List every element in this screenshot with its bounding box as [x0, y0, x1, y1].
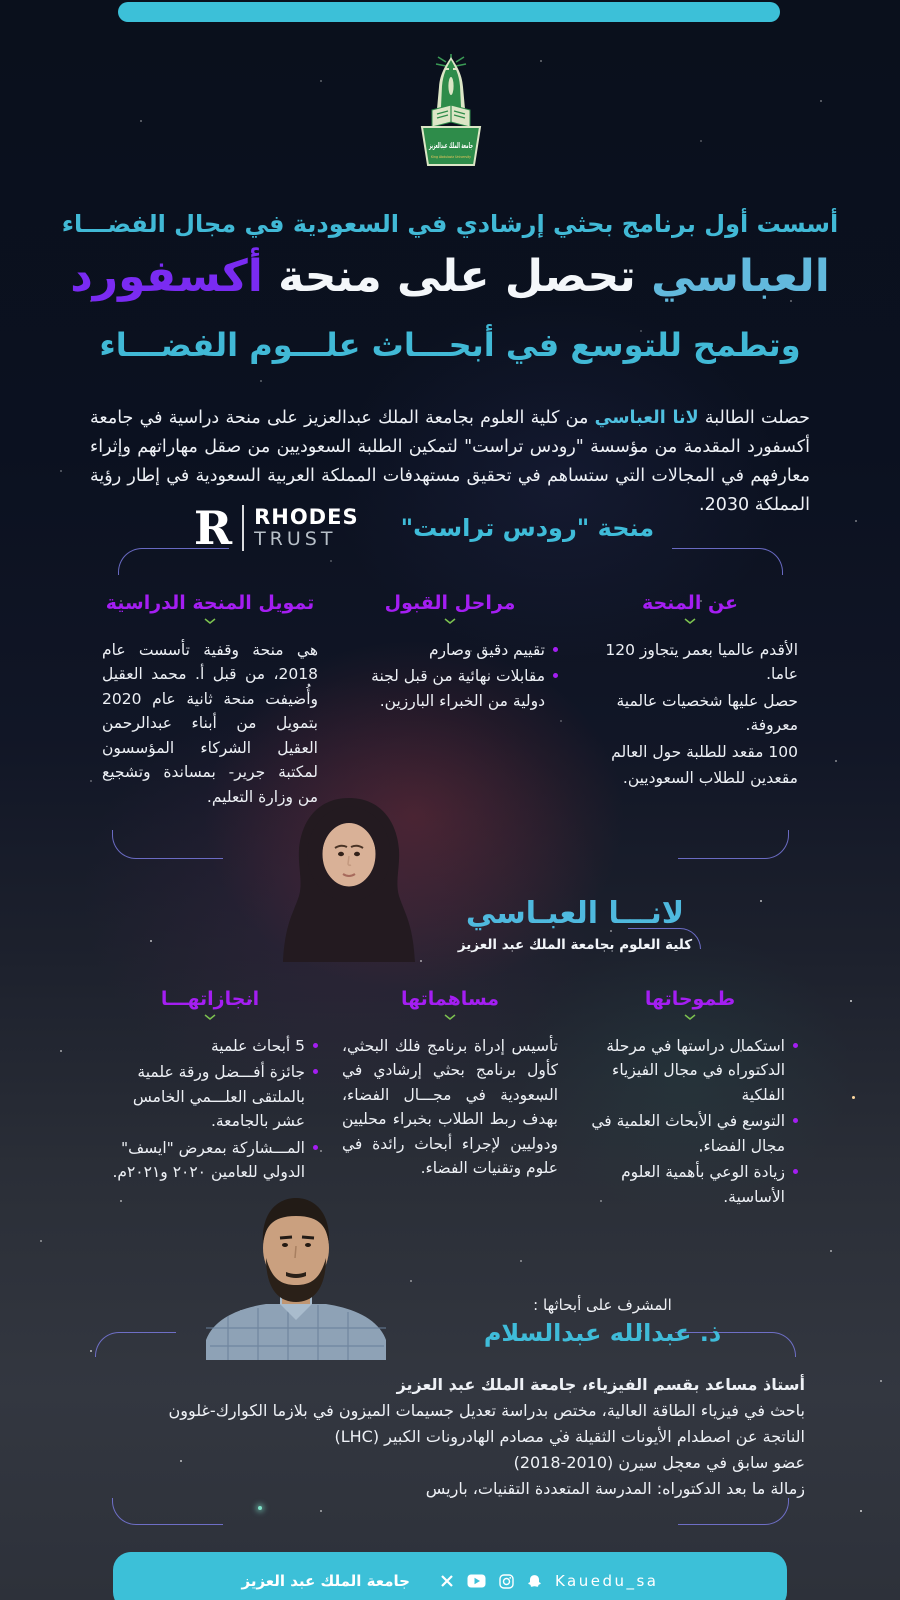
- x-twitter-icon[interactable]: [440, 1574, 454, 1588]
- column-header: تمويل المنحة الدراسية: [105, 592, 315, 614]
- chevron-down-icon: [204, 1014, 216, 1021]
- column-header: مساهماتها: [400, 988, 500, 1010]
- chevron-down-icon: [444, 618, 456, 625]
- bullet-dot: [313, 1069, 318, 1074]
- supervisor-bio-line: عضو سابق في معجل سيرن (2010-2018): [513, 1452, 805, 1472]
- about-grant-item: الأقدم عالميا بعمر يتجاوز 120 عاما.: [605, 641, 798, 684]
- corner-bracket: [95, 1332, 176, 1357]
- supervisor-photo: [188, 1188, 403, 1360]
- bullet-dot: [313, 1043, 318, 1048]
- achievement-item: [102, 1060, 318, 1133]
- corner-bracket: [112, 1498, 223, 1525]
- snapchat-icon[interactable]: [527, 1574, 542, 1589]
- admission-stage-text: مقابلات نهائية من قبل لجنة دولية من الخبراء البارزين.: [371, 667, 545, 710]
- achievement-text: 5 أبحاث علمية: [211, 1037, 305, 1055]
- chevron-down-icon: [204, 618, 216, 625]
- supervisor-bio-line: الناتجة عن اصطدام الأيونات الثقيلة في مصادم الهادرونات الكبير (LHC): [334, 1426, 805, 1446]
- ambition-text: استكمال دراستها في مرحلة الدكتوراه في مجال الفيزياء الفلكية: [606, 1037, 785, 1104]
- student-eye: [354, 852, 360, 856]
- instagram-icon[interactable]: [499, 1574, 514, 1589]
- rhodes-logo-divider: [242, 505, 244, 551]
- chevron-down-icon: [684, 618, 696, 625]
- headline-subtitle: وتطمح للتوسع في أبحـــاث علـــوم الفضـــاء: [99, 326, 801, 364]
- student-photo: [263, 792, 435, 962]
- column-admission-stages: [342, 592, 558, 809]
- grant-columns: [102, 592, 798, 809]
- column-grant-funding: [102, 592, 318, 809]
- corner-bracket: [118, 548, 229, 575]
- bullet-dot: [793, 1043, 798, 1048]
- rhodes-wordmark: RHODES: [254, 505, 359, 529]
- logo-tower-tick: [453, 68, 457, 70]
- column-achievements: [102, 988, 318, 1209]
- grant-section-header: [0, 501, 874, 555]
- column-header: عن المنحة: [641, 592, 739, 614]
- about-grant-item: حصل عليها شخصيات عالمية معروفة.: [616, 691, 798, 735]
- footer-social-handle: Kauedu_sa: [554, 1572, 659, 1590]
- bullet-dot: [793, 1118, 798, 1123]
- corner-bracket: [628, 928, 701, 949]
- supervisor-label: المشرف على أبحاثها :: [533, 1296, 672, 1314]
- corner-bracket: [678, 1498, 789, 1525]
- achievement-item: [102, 1034, 318, 1058]
- chevron-down-icon: [684, 1014, 696, 1021]
- student-name: لانـــا العبـاسي: [465, 896, 685, 931]
- column-header: مراحل القبول: [384, 592, 516, 614]
- student-eye: [338, 852, 344, 856]
- top-accent-bar: [118, 2, 780, 22]
- bullet-dot: [553, 673, 558, 678]
- chevron-down-icon: [444, 1014, 456, 1021]
- corner-bracket: [678, 830, 789, 859]
- footer-bar: [113, 1552, 787, 1600]
- footer-university-name: جامعة الملك عبد العزيز: [241, 1572, 410, 1590]
- intro-student-name: لانا العباسي: [594, 407, 699, 428]
- admission-stage-text: تقييم دقيق وصارم: [428, 641, 545, 659]
- column-contributions: [342, 988, 558, 1209]
- bullet-dot: [553, 647, 558, 652]
- student-columns: [102, 988, 798, 1209]
- ambition-item: [582, 1109, 798, 1158]
- corner-bracket: [112, 830, 223, 859]
- corner-bracket: [672, 548, 783, 575]
- rhodes-r-mark: R: [193, 501, 233, 555]
- trust-wordmark: TRUST: [254, 528, 337, 551]
- headline-oxford-highlight: أكسفورد: [70, 251, 263, 302]
- logo-banner-text: جامعة الملك عبدالعزيز: [428, 141, 474, 150]
- ambition-text: زيادة الوعي بأهمية العلوم الأساسية.: [621, 1163, 785, 1206]
- achievement-item: [102, 1136, 318, 1185]
- about-grant-item: مقعدين للطلاب السعوديين.: [622, 769, 798, 788]
- supervisor-eye: [305, 1243, 311, 1247]
- supervisor-bio-line: باحث في فيزياء الطاقة العالية، مختص بدراسة تعديل جسيمات الميزون في بلازما الكوارك-غلوون: [168, 1400, 805, 1420]
- headline-title: [0, 248, 900, 305]
- ambition-text: التوسع في الأبحاث العلمية في مجال الفضاء.: [591, 1112, 785, 1155]
- contributions-paragraph: تأسيس إدراة برنامج فلك البحثي، كأول برنامج بحثي إرشادي في السعودية في مجـــال الفضاء، بهدف ربط الطلاب بخبراء محليين ودوليين لإجراء أبحاث رائدة في علوم وتقنيات الفضاء.: [342, 1037, 558, 1178]
- supervisor-eye: [282, 1243, 288, 1247]
- rhodes-trust-logo: [193, 501, 359, 555]
- kau-university-logo: [392, 52, 510, 174]
- bullet-dot: [793, 1169, 798, 1174]
- teal-star-speck: [258, 1506, 262, 1510]
- youtube-icon[interactable]: [467, 1574, 486, 1588]
- headline-kicker: أسست أول برنامج بحثي إرشادي في السعودية في مجال الفضـــاء: [61, 210, 839, 238]
- logo-tower-tick: [445, 68, 449, 70]
- supervisor-bio-line: زمالة ما بعد الدكتوراه: المدرسة المتعددة التقنيات، باريس: [425, 1478, 805, 1498]
- footer-social-strip: [440, 1572, 659, 1590]
- admission-stage-item: [342, 638, 558, 662]
- ambition-item: [582, 1160, 798, 1209]
- achievement-text: المـــشاركة بمعرض "ايسف" الدولي للعامين ٢٠٢٠ و٢٠٢١م.: [112, 1138, 305, 1182]
- star-field-bottom: [0, 0, 2, 2]
- supervisor-bio: [95, 1372, 805, 1502]
- column-ambitions: [582, 988, 798, 1209]
- intro-pre: حصلت الطالبة: [698, 407, 810, 428]
- grant-funding-paragraph: هي منحة وقفية تأسست عام 2018، من قبل أ. محمد العقيل وأُضيفت منحة ثانية عام 2020 بتمويل من أبناء عبدالرحمن العقيل الشركاء المؤسسون لمكتبة جرير- بمساندة وتشجيع من وزارة التعليم.: [102, 641, 318, 806]
- logo-tower-window: [448, 77, 453, 95]
- student-affiliation: كلية العلوم بجامعة الملك عبد العزيز: [457, 937, 693, 953]
- column-about-grant: [582, 592, 798, 809]
- about-grant-item: 100 مقعد للطلبة حول العالم: [611, 742, 798, 761]
- logo-banner-subtext: King Abdulaziz University: [431, 154, 472, 159]
- column-header: طموحاتها: [644, 988, 736, 1010]
- headline-student-surname: العباسي: [651, 251, 830, 302]
- supervisor-name: ذ. عبدالله عبدالسلام: [483, 1319, 722, 1347]
- supervisor-heading: [405, 1296, 800, 1347]
- headline-middle-text: تحصل على منحة: [278, 251, 636, 302]
- ambition-item: [582, 1034, 798, 1107]
- bullet-dot: [313, 1145, 318, 1150]
- warm-star-speck: [852, 1096, 855, 1099]
- supervisor-nose: [295, 1246, 296, 1258]
- intro-post: من كلية العلوم بجامعة الملك عبدالعزيز على منحة دراسية في جامعة أكسفورد المقدمة من مؤسسة "رودس تراست" لتمكين الطلبة السعوديين من صقل مهاراتهم وإثراء معارفهم في المجالات التي ستساهم في تحقيق مستهدفات المملكة العربية السعودية في إطار رؤية المملكة 2030.: [90, 407, 810, 515]
- grant-section-title: منحة "رودس تراست": [400, 514, 655, 542]
- achievement-text: جائزة أفـــضل ورقة علمية بالملتقى العلـــمي الخامس عشر بالجامعة.: [132, 1063, 305, 1131]
- column-header: انجازاتهـــا: [160, 988, 260, 1010]
- admission-stage-item: [342, 664, 558, 713]
- supervisor-bio-line: أستاذ مساعد بقسم الفيزياء، جامعة الملك عبد العزيز: [396, 1375, 805, 1394]
